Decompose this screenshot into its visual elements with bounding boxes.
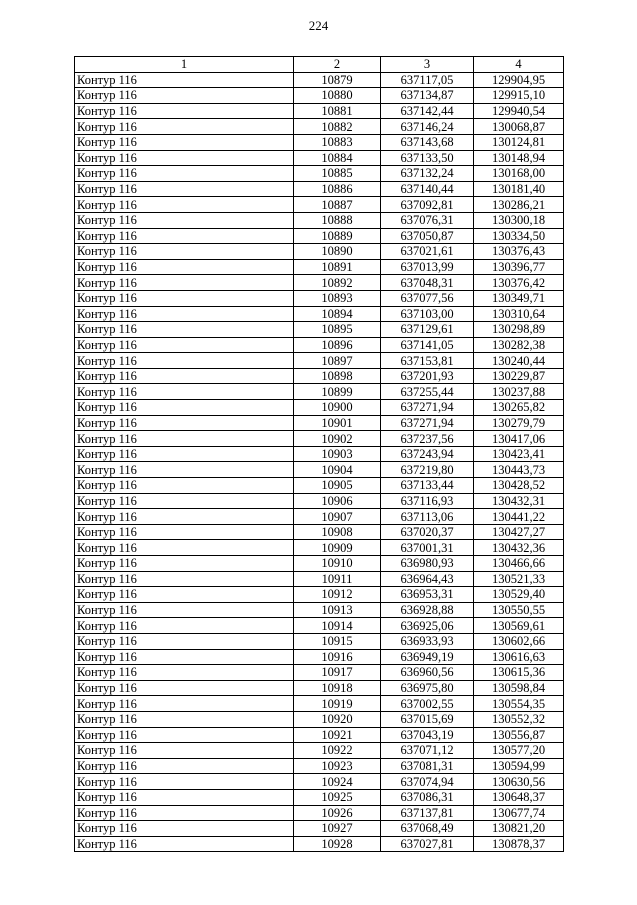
table-row — [75, 821, 564, 837]
y-coordinate-cell: 130615,36 — [474, 665, 564, 681]
y-coordinate-cell: 130521,33 — [474, 571, 564, 587]
y-coordinate-cell: 130569,61 — [474, 618, 564, 634]
table-row — [75, 290, 564, 306]
contour-name-cell: Контур 116 — [75, 665, 294, 681]
contour-name-cell: Контур 116 — [75, 493, 294, 509]
point-number-cell: 10916 — [294, 649, 381, 665]
point-number-cell: 10898 — [294, 368, 381, 384]
x-coordinate-cell: 637113,06 — [381, 509, 474, 525]
contour-name-cell: Контур 116 — [75, 290, 294, 306]
x-coordinate-cell: 637271,94 — [381, 400, 474, 416]
contour-name-cell: Контур 116 — [75, 696, 294, 712]
y-coordinate-cell: 130630,56 — [474, 774, 564, 790]
table-row — [75, 836, 564, 852]
contour-name-cell: Контур 116 — [75, 743, 294, 759]
contour-name-cell: Контур 116 — [75, 821, 294, 837]
contour-name-cell: Контур 116 — [75, 244, 294, 260]
table-row — [75, 571, 564, 587]
y-coordinate-cell: 130648,37 — [474, 789, 564, 805]
y-coordinate-cell: 130529,40 — [474, 587, 564, 603]
contour-name-cell: Контур 116 — [75, 368, 294, 384]
x-coordinate-cell: 637077,56 — [381, 290, 474, 306]
point-number-cell: 10902 — [294, 431, 381, 447]
x-coordinate-cell: 636928,88 — [381, 602, 474, 618]
y-coordinate-cell: 130124,81 — [474, 134, 564, 150]
contour-name-cell: Контур 116 — [75, 72, 294, 88]
point-number-cell: 10901 — [294, 415, 381, 431]
x-coordinate-cell: 637071,12 — [381, 743, 474, 759]
table-row — [75, 400, 564, 416]
x-coordinate-cell: 637146,24 — [381, 119, 474, 135]
point-number-cell: 10910 — [294, 556, 381, 572]
x-coordinate-cell: 637201,93 — [381, 368, 474, 384]
column-header-4: 4 — [474, 57, 564, 73]
x-coordinate-cell: 637048,31 — [381, 275, 474, 291]
x-coordinate-cell: 636960,56 — [381, 665, 474, 681]
y-coordinate-cell: 130428,52 — [474, 478, 564, 494]
y-coordinate-cell: 130878,37 — [474, 836, 564, 852]
contour-name-cell: Контур 116 — [75, 337, 294, 353]
contour-name-cell: Контур 116 — [75, 384, 294, 400]
y-coordinate-cell: 130616,63 — [474, 649, 564, 665]
contour-name-cell: Контур 116 — [75, 711, 294, 727]
y-coordinate-cell: 130298,89 — [474, 322, 564, 338]
contour-name-cell: Контур 116 — [75, 633, 294, 649]
point-number-cell: 10923 — [294, 758, 381, 774]
y-coordinate-cell: 130286,21 — [474, 197, 564, 213]
point-number-cell: 10911 — [294, 571, 381, 587]
table-row — [75, 649, 564, 665]
contour-name-cell: Контур 116 — [75, 431, 294, 447]
y-coordinate-cell: 130550,55 — [474, 602, 564, 618]
y-coordinate-cell: 130552,32 — [474, 711, 564, 727]
y-coordinate-cell: 130265,82 — [474, 400, 564, 416]
point-number-cell: 10882 — [294, 119, 381, 135]
table-row — [75, 462, 564, 478]
point-number-cell: 10891 — [294, 259, 381, 275]
contour-name-cell: Контур 116 — [75, 509, 294, 525]
point-number-cell: 10919 — [294, 696, 381, 712]
table-row — [75, 322, 564, 338]
point-number-cell: 10924 — [294, 774, 381, 790]
point-number-cell: 10913 — [294, 602, 381, 618]
table-row — [75, 633, 564, 649]
table-row — [75, 478, 564, 494]
contour-name-cell: Контур 116 — [75, 446, 294, 462]
table-row — [75, 337, 564, 353]
y-coordinate-cell: 130594,99 — [474, 758, 564, 774]
x-coordinate-cell: 637137,81 — [381, 805, 474, 821]
column-header-1: 1 — [75, 57, 294, 73]
contour-name-cell: Контур 116 — [75, 462, 294, 478]
table-row — [75, 150, 564, 166]
y-coordinate-cell: 130168,00 — [474, 166, 564, 182]
y-coordinate-cell: 130068,87 — [474, 119, 564, 135]
table-header-row — [75, 57, 564, 73]
table-row — [75, 415, 564, 431]
point-number-cell: 10928 — [294, 836, 381, 852]
contour-name-cell: Контур 116 — [75, 103, 294, 119]
y-coordinate-cell: 130417,06 — [474, 431, 564, 447]
page-number: 224 — [308, 18, 329, 33]
contour-name-cell: Контур 116 — [75, 400, 294, 416]
point-number-cell: 10921 — [294, 727, 381, 743]
x-coordinate-cell: 637068,49 — [381, 821, 474, 837]
y-coordinate-cell: 130300,18 — [474, 212, 564, 228]
y-coordinate-cell: 130396,77 — [474, 259, 564, 275]
y-coordinate-cell: 129904,95 — [474, 72, 564, 88]
table-row — [75, 181, 564, 197]
y-coordinate-cell: 130432,31 — [474, 493, 564, 509]
contour-name-cell: Контур 116 — [75, 134, 294, 150]
x-coordinate-cell: 637092,81 — [381, 197, 474, 213]
x-coordinate-cell: 637237,56 — [381, 431, 474, 447]
x-coordinate-cell: 636975,80 — [381, 680, 474, 696]
contour-name-cell: Контур 116 — [75, 836, 294, 852]
table-row — [75, 134, 564, 150]
contour-name-cell: Контур 116 — [75, 618, 294, 634]
contour-name-cell: Контур 116 — [75, 212, 294, 228]
contour-name-cell: Контур 116 — [75, 322, 294, 338]
contour-name-cell: Контур 116 — [75, 540, 294, 556]
coordinates-table — [74, 56, 564, 852]
table-row — [75, 244, 564, 260]
x-coordinate-cell: 636949,19 — [381, 649, 474, 665]
y-coordinate-cell: 129940,54 — [474, 103, 564, 119]
y-coordinate-cell: 130432,36 — [474, 540, 564, 556]
y-coordinate-cell: 130240,44 — [474, 353, 564, 369]
table-row — [75, 384, 564, 400]
y-coordinate-cell: 130441,22 — [474, 509, 564, 525]
point-number-cell: 10906 — [294, 493, 381, 509]
y-coordinate-cell: 130349,71 — [474, 290, 564, 306]
point-number-cell: 10887 — [294, 197, 381, 213]
table-row — [75, 119, 564, 135]
contour-name-cell: Контур 116 — [75, 758, 294, 774]
contour-name-cell: Контур 116 — [75, 353, 294, 369]
x-coordinate-cell: 637027,81 — [381, 836, 474, 852]
point-number-cell: 10897 — [294, 353, 381, 369]
y-coordinate-cell: 130334,50 — [474, 228, 564, 244]
table-row — [75, 259, 564, 275]
y-coordinate-cell: 130181,40 — [474, 181, 564, 197]
x-coordinate-cell: 636980,93 — [381, 556, 474, 572]
table-row — [75, 540, 564, 556]
point-number-cell: 10888 — [294, 212, 381, 228]
table-row — [75, 228, 564, 244]
x-coordinate-cell: 637021,61 — [381, 244, 474, 260]
point-number-cell: 10896 — [294, 337, 381, 353]
contour-name-cell: Контур 116 — [75, 181, 294, 197]
contour-name-cell: Контур 116 — [75, 88, 294, 104]
y-coordinate-cell: 130376,42 — [474, 275, 564, 291]
table-body — [75, 72, 564, 852]
table-row — [75, 602, 564, 618]
point-number-cell: 10914 — [294, 618, 381, 634]
table-row — [75, 88, 564, 104]
contour-name-cell: Контур 116 — [75, 556, 294, 572]
contour-name-cell: Контур 116 — [75, 306, 294, 322]
point-number-cell: 10927 — [294, 821, 381, 837]
x-coordinate-cell: 637020,37 — [381, 524, 474, 540]
point-number-cell: 10903 — [294, 446, 381, 462]
contour-name-cell: Контур 116 — [75, 571, 294, 587]
x-coordinate-cell: 637133,50 — [381, 150, 474, 166]
table-row — [75, 368, 564, 384]
y-coordinate-cell: 130598,84 — [474, 680, 564, 696]
y-coordinate-cell: 130677,74 — [474, 805, 564, 821]
table-row — [75, 556, 564, 572]
point-number-cell: 10899 — [294, 384, 381, 400]
table-row — [75, 774, 564, 790]
x-coordinate-cell: 637142,44 — [381, 103, 474, 119]
contour-name-cell: Контур 116 — [75, 275, 294, 291]
contour-name-cell: Контур 116 — [75, 197, 294, 213]
point-number-cell: 10920 — [294, 711, 381, 727]
contour-name-cell: Контур 116 — [75, 602, 294, 618]
point-number-cell: 10926 — [294, 805, 381, 821]
contour-name-cell: Контур 116 — [75, 166, 294, 182]
table-row — [75, 493, 564, 509]
table-row — [75, 587, 564, 603]
table-row — [75, 212, 564, 228]
contour-name-cell: Контур 116 — [75, 774, 294, 790]
y-coordinate-cell: 130577,20 — [474, 743, 564, 759]
point-number-cell: 10892 — [294, 275, 381, 291]
contour-name-cell: Контур 116 — [75, 228, 294, 244]
x-coordinate-cell: 637133,44 — [381, 478, 474, 494]
table-row — [75, 727, 564, 743]
point-number-cell: 10908 — [294, 524, 381, 540]
table-row — [75, 166, 564, 182]
point-number-cell: 10893 — [294, 290, 381, 306]
table-row — [75, 524, 564, 540]
x-coordinate-cell: 637043,19 — [381, 727, 474, 743]
x-coordinate-cell: 637116,93 — [381, 493, 474, 509]
y-coordinate-cell: 130310,64 — [474, 306, 564, 322]
point-number-cell: 10918 — [294, 680, 381, 696]
contour-name-cell: Контур 116 — [75, 805, 294, 821]
y-coordinate-cell: 130821,20 — [474, 821, 564, 837]
contour-name-cell: Контур 116 — [75, 587, 294, 603]
x-coordinate-cell: 637086,31 — [381, 789, 474, 805]
x-coordinate-cell: 637255,44 — [381, 384, 474, 400]
y-coordinate-cell: 130427,27 — [474, 524, 564, 540]
y-coordinate-cell: 130279,79 — [474, 415, 564, 431]
point-number-cell: 10894 — [294, 306, 381, 322]
table-row — [75, 72, 564, 88]
x-coordinate-cell: 637001,31 — [381, 540, 474, 556]
point-number-cell: 10885 — [294, 166, 381, 182]
table-row — [75, 275, 564, 291]
point-number-cell: 10881 — [294, 103, 381, 119]
y-coordinate-cell: 130376,43 — [474, 244, 564, 260]
y-coordinate-cell: 130229,87 — [474, 368, 564, 384]
contour-name-cell: Контур 116 — [75, 789, 294, 805]
table-row — [75, 197, 564, 213]
point-number-cell: 10915 — [294, 633, 381, 649]
y-coordinate-cell: 130423,41 — [474, 446, 564, 462]
point-number-cell: 10909 — [294, 540, 381, 556]
x-coordinate-cell: 636953,31 — [381, 587, 474, 603]
table-row — [75, 431, 564, 447]
x-coordinate-cell: 637076,31 — [381, 212, 474, 228]
y-coordinate-cell: 130466,66 — [474, 556, 564, 572]
y-coordinate-cell: 129915,10 — [474, 88, 564, 104]
x-coordinate-cell: 637219,80 — [381, 462, 474, 478]
table-row — [75, 618, 564, 634]
x-coordinate-cell: 637132,24 — [381, 166, 474, 182]
contour-name-cell: Контур 116 — [75, 415, 294, 431]
point-number-cell: 10889 — [294, 228, 381, 244]
x-coordinate-cell: 637143,68 — [381, 134, 474, 150]
point-number-cell: 10905 — [294, 478, 381, 494]
point-number-cell: 10884 — [294, 150, 381, 166]
contour-name-cell: Контур 116 — [75, 478, 294, 494]
x-coordinate-cell: 637271,94 — [381, 415, 474, 431]
point-number-cell: 10925 — [294, 789, 381, 805]
point-number-cell: 10912 — [294, 587, 381, 603]
y-coordinate-cell: 130237,88 — [474, 384, 564, 400]
point-number-cell: 10886 — [294, 181, 381, 197]
contour-name-cell: Контур 116 — [75, 727, 294, 743]
table-row — [75, 743, 564, 759]
point-number-cell: 10890 — [294, 244, 381, 260]
contour-name-cell: Контур 116 — [75, 524, 294, 540]
contour-name-cell: Контур 116 — [75, 680, 294, 696]
x-coordinate-cell: 637013,99 — [381, 259, 474, 275]
x-coordinate-cell: 637153,81 — [381, 353, 474, 369]
x-coordinate-cell: 637050,87 — [381, 228, 474, 244]
x-coordinate-cell: 637002,55 — [381, 696, 474, 712]
table-row — [75, 665, 564, 681]
table-row — [75, 696, 564, 712]
y-coordinate-cell: 130554,35 — [474, 696, 564, 712]
point-number-cell: 10900 — [294, 400, 381, 416]
point-number-cell: 10922 — [294, 743, 381, 759]
y-coordinate-cell: 130556,87 — [474, 727, 564, 743]
x-coordinate-cell: 637074,94 — [381, 774, 474, 790]
x-coordinate-cell: 637243,94 — [381, 446, 474, 462]
table-row — [75, 306, 564, 322]
contour-name-cell: Контур 116 — [75, 150, 294, 166]
x-coordinate-cell: 637103,00 — [381, 306, 474, 322]
table-row — [75, 805, 564, 821]
contour-name-cell: Контур 116 — [75, 119, 294, 135]
table-row — [75, 758, 564, 774]
table-row — [75, 509, 564, 525]
x-coordinate-cell: 636925,06 — [381, 618, 474, 634]
table-row — [75, 103, 564, 119]
x-coordinate-cell: 637015,69 — [381, 711, 474, 727]
x-coordinate-cell: 636933,93 — [381, 633, 474, 649]
y-coordinate-cell: 130148,94 — [474, 150, 564, 166]
point-number-cell: 10879 — [294, 72, 381, 88]
table-row — [75, 789, 564, 805]
contour-name-cell: Контур 116 — [75, 259, 294, 275]
y-coordinate-cell: 130443,73 — [474, 462, 564, 478]
x-coordinate-cell: 637081,31 — [381, 758, 474, 774]
point-number-cell: 10895 — [294, 322, 381, 338]
x-coordinate-cell: 637134,87 — [381, 88, 474, 104]
x-coordinate-cell: 636964,43 — [381, 571, 474, 587]
point-number-cell: 10917 — [294, 665, 381, 681]
table-row — [75, 680, 564, 696]
point-number-cell: 10883 — [294, 134, 381, 150]
point-number-cell: 10907 — [294, 509, 381, 525]
column-header-3: 3 — [381, 57, 474, 73]
table-row — [75, 446, 564, 462]
y-coordinate-cell: 130282,38 — [474, 337, 564, 353]
point-number-cell: 10904 — [294, 462, 381, 478]
table-row — [75, 353, 564, 369]
column-header-2: 2 — [294, 57, 381, 73]
x-coordinate-cell: 637140,44 — [381, 181, 474, 197]
point-number-cell: 10880 — [294, 88, 381, 104]
y-coordinate-cell: 130602,66 — [474, 633, 564, 649]
contour-name-cell: Контур 116 — [75, 649, 294, 665]
x-coordinate-cell: 637117,05 — [381, 72, 474, 88]
x-coordinate-cell: 637141,05 — [381, 337, 474, 353]
x-coordinate-cell: 637129,61 — [381, 322, 474, 338]
table-row — [75, 711, 564, 727]
